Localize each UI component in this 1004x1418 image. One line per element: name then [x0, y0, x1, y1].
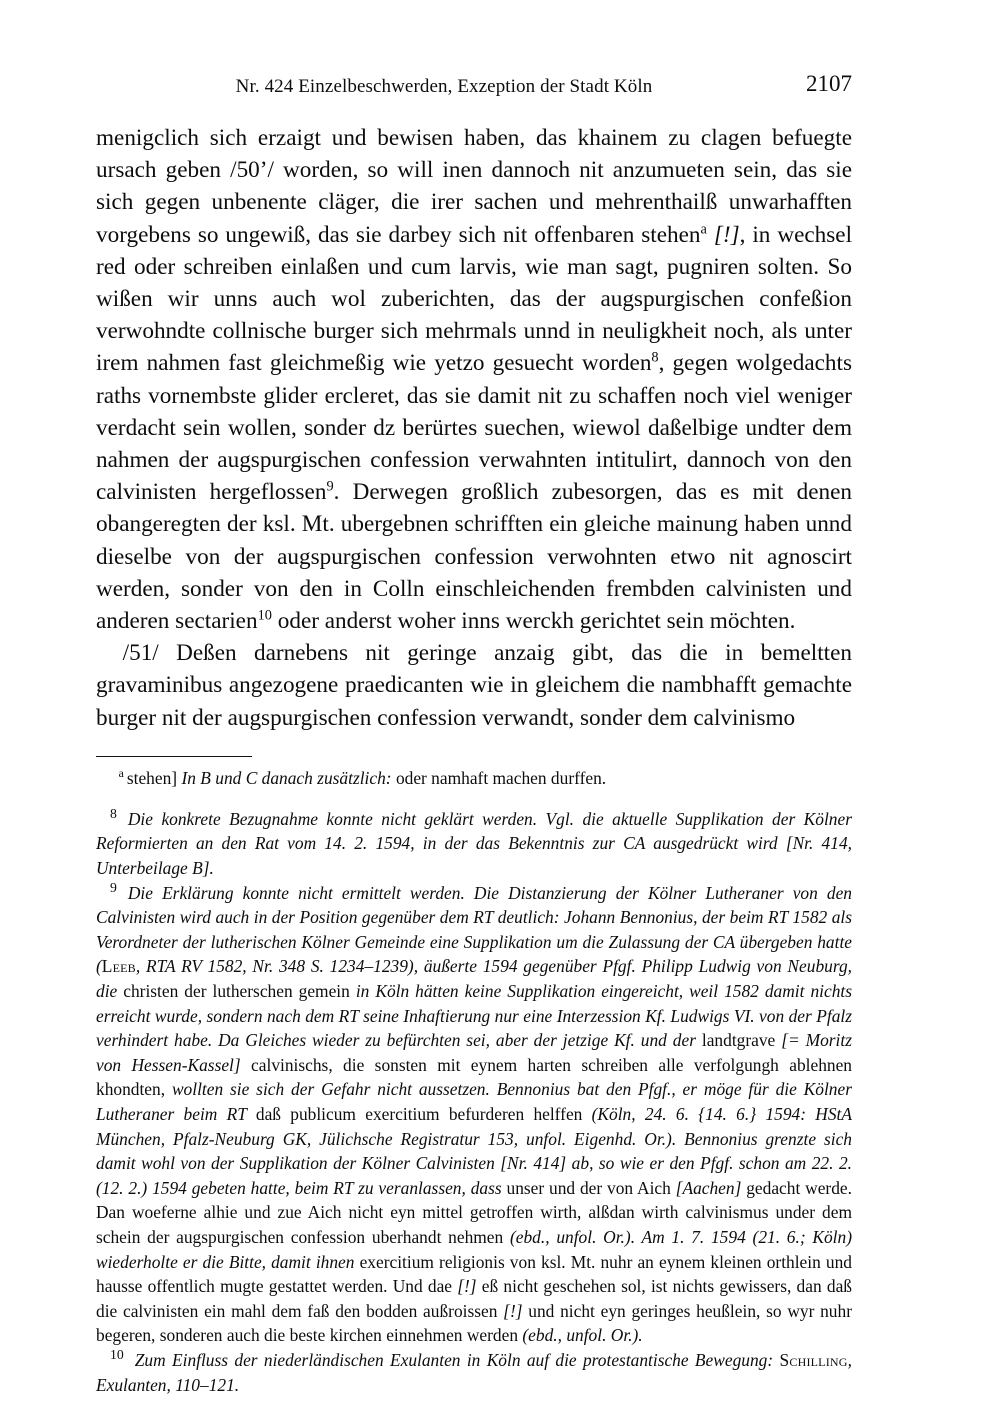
apparatus-note-roman: oder namhaft machen durffen.	[395, 767, 607, 788]
footnote-segment-italic: [!]	[503, 1300, 529, 1321]
footnote-segment-roman: exercitium religionis von ksl. Mt. nuhr an eynem kleinen orthlein und hausse offentlich mugte gestattet werden. Und dae	[96, 1251, 852, 1297]
footnote-segment-italic: Die konkrete Bezugnahme konnte nicht geklärt werden. Vgl. die aktuelle Supplikation der Kölner Reformierten an den Rat vom 14. 2. 1594, in der das Bekenntnis zur CA ausgedrückt wird [Nr. 414, Unterbeilage B].	[96, 808, 852, 879]
footnote-segment-italic: [Aachen]	[675, 1177, 747, 1198]
footnote-segment-italic: (Köln, 24. 6. {14. 6.} 1594: HStA München, Pfalz-Neuburg GK, Jülichsche Registratur 153, unfol. Eigenhd. Or.). Bennonius grenzte sich damit wohl von der Supplikation der Kölner Calvinisten [Nr. 414] ab, so wie er den Pfgf. schon am 22. 2. (12. 2.) 1594 gebeten hatte, beim RT zu veranlassen, dass	[96, 1103, 852, 1198]
footnote-segment-smallcaps: Schilling	[779, 1349, 848, 1370]
footnote-segment-italic: wollten sie sich der Gefahr nicht aussetzen. Bennonius bat den Pfgf., er möge für die Kölner Lutheraner beim RT	[96, 1079, 852, 1124]
apparatus-notes	[96, 766, 852, 791]
body-paragraph-1-part-3: , gegen wolgedachts raths vornembste glider ercleret, das sie damit nit zu schaffen noch viel weniger verdacht sein wollen, sonder dz berürtes suechen, wiewol daßelbige undter dem nahmen der augspurgischen confession verwahnten intitulirt, dannoch von den calvinisten hergeflossen	[96, 350, 852, 506]
footnote-number-10[interactable]: 10	[110, 1347, 124, 1363]
footnote-segment-roman: daß publicum exercitium befurderen helffen	[255, 1103, 592, 1124]
footnote-segment-roman: calvinischs, die sonsten mit eynem harten schreiben alle verfolgungh ablehnen khondten,	[96, 1054, 852, 1100]
footnote-segment-roman: gedacht werde. Dan woeferne alhie und zue Aich nicht eyn mittel getroffen wirth, alßdan wirth calvinismus under dem schein der augspurgischen confession uberhandt nehmen	[96, 1177, 852, 1247]
body-text	[96, 122, 852, 734]
footnote-segment-roman: christen der lutherschen gemein	[123, 981, 356, 1002]
footnote-marker-a[interactable]: a	[700, 220, 707, 237]
body-paragraph-1-part-4: . Derwegen großlich zubesorgen, das es mit denen obangeregten der ksl. Mt. ubergebnen schrifften ein gleiche mainung haben unnd dieselbe von der augspurgischen confession verwohnten etwo nit agnoscirt werden, sonder von den in Colln einschleichenden frembden calvinisten und anderen sectarien	[96, 479, 852, 635]
apparatus-lemma: stehen]	[126, 767, 178, 788]
body-paragraph-1-part-2: , in wechsel red oder schreiben einlaßen und cum larvis, wie man sagt, pugniren solten. So wißen wir unns auch wol zuberichten, das der augspurgischen confeßion verwohndte collnische burger sich mehrmals unnd in neuligkheit noch, als unter irem nahmen fast gleichmeßig wie yetzo gesuecht worden	[96, 221, 853, 377]
apparatus-marker-a: a	[118, 766, 124, 781]
running-head	[96, 71, 852, 122]
footnote-segment-smallcaps: Leeb	[101, 956, 136, 977]
footnote-segment-italic: Zum Einfluss der niederländischen Exulanten in Köln auf die protestantische Bewegung:	[134, 1349, 780, 1370]
sic-marker-1: [!]	[713, 221, 740, 248]
footnote-segment-italic: (ebd., unfol. Or.).	[522, 1325, 643, 1346]
body-paragraph-1-part-1: menigclich sich erzaigt und bewisen haben, das khainem zu clagen befuegte ursach geben /50’/ worden, so will inen dannoch nit anzumueten sein, das sie sich gegen unbenente cläger, die irer sachen und mehrenthailß unwarhafften vorgebens so ungewiß, das sie darbey sich nit offenbaren stehen	[96, 125, 852, 248]
footnote-segment-roman: und nicht eyn geringes heußlein, so wyr nuhr begeren, sonderen auch die beste kirchen einnehmen werden	[96, 1300, 852, 1346]
footnote-marker-8[interactable]: 8	[651, 349, 659, 366]
footnote-segment-italic: , Exulanten, 110–121.	[96, 1349, 852, 1395]
footnote-segment-italic: [!]	[457, 1276, 482, 1297]
footnote-segment-italic: (ebd., unfol. Or.). Am 1. 7. 1594 (21. 6.; Köln) wiederholte er die Bitte, damit ihnen	[96, 1226, 852, 1272]
footnote-10	[96, 1348, 852, 1397]
apparatus-note-a	[96, 766, 852, 791]
footnote-number-8[interactable]: 8	[110, 806, 117, 822]
footnote-marker-10[interactable]: 10	[257, 607, 272, 624]
footnote-segment-italic: , RTA RV 1582, Nr. 348 S. 1234–1239), äußerte 1594 gegenüber Pfgf. Philipp Ludwig von Neuburg, die	[96, 956, 852, 1002]
footnote-separator-rule	[96, 756, 252, 757]
footnote-segment-roman: eß nicht geschehen sol, ist nichts gewissers, dan daß die calvinisten ein mahl dem faß den bodden außroissen	[96, 1276, 852, 1321]
footnote-segment-italic: in Köln hätten keine Supplikation eingereicht, weil 1582 damit nichts erreicht wurde, sondern nach dem RT seine Inhaftierung nur eine Interzession Kf. Ludwigs VI. von der Pfalz verhindert habe. Da Gleiches wieder zu befürchten sei, aber der jetzige Kf. und der	[96, 981, 853, 1051]
running-head-title: Nr. 424 Einzelbeschwerden, Exzeption der Stadt Köln	[235, 76, 653, 97]
footnote-8	[96, 807, 852, 881]
footnote-segment-italic: [= Moritz von Hessen-Kassel]	[96, 1030, 852, 1075]
footnote-segment-roman: landtgrave	[701, 1030, 782, 1051]
page-number: 2107	[806, 71, 852, 96]
footnote-number-9[interactable]: 9	[110, 879, 117, 895]
body-paragraph-1-part-5: oder anderst woher inns werckh gerichtet sein möchten.	[271, 608, 796, 635]
footnote-9	[96, 881, 852, 1348]
body-paragraph-1	[96, 122, 852, 637]
apparatus-note-italic: In B und C danach zusätzlich:	[181, 767, 392, 788]
footnote-segment-roman: unser und der von Aich	[506, 1177, 676, 1198]
body-paragraph-2: /51/ Deßen darnebens nit geringe anzaig gibt, das die in bemeltten gravaminibus angezogene praedicanten wie in gleichem die nambhafft gemachte burger nit der augspurgischen confession verwandt, sonder dem calvinismo	[96, 640, 852, 731]
footnote-list	[96, 807, 852, 1397]
footnote-marker-9[interactable]: 9	[326, 478, 334, 495]
page-content-column	[96, 0, 852, 1397]
footnote-segment-italic: Die Erklärung konnte nicht ermittelt werden. Die Distanzierung der Kölner Lutheraner von den Calvinisten wird auch in der Position gegenüber dem RT deutlich: Johann Bennonius, der beim RT 1582 als Verordneter der lutherischen Kölner Gemeinde eine Supplikation um die Zulassung der CA übergeben hatte (	[96, 882, 852, 977]
